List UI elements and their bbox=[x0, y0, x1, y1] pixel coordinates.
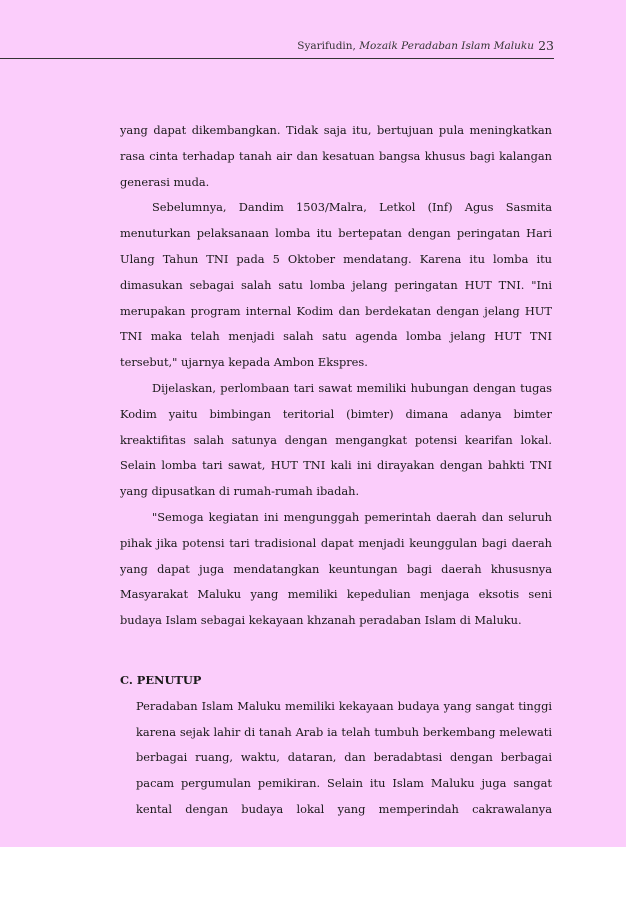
body-text bbox=[120, 118, 552, 634]
paragraph-4: "Semoga kegiatan ini mengunggah pemerintah daerah dan seluruh pihak jika potensi tari tradisional dapat menjadi keunggulan bagi daerah yang dapat juga mendatangkan keuntungan bagi daerah khususnya Masyarakat Maluku yang memiliki kepedulian menjaga eksotis seni budaya Islam sebagai kekayaan khzanah peradaban Islam di Maluku. bbox=[120, 509, 552, 628]
header-author: Syarifudin, bbox=[297, 40, 356, 52]
section-heading: C. PENUTUP bbox=[120, 673, 202, 687]
closing-section bbox=[120, 668, 552, 823]
header-book-title: Mozaik Peradaban Islam Maluku bbox=[359, 40, 534, 52]
paragraph-2: Sebelumnya, Dandim 1503/Malra, Letkol (Inf) Agus Sasmita menuturkan pelaksanaan lomba itu bertepatan dengan peringatan Hari Ulang Tahun TNI pada 5 Oktober mendatang. Karena itu lomba itu dimasukan sebagai salah satu lomba jelang peringatan HUT TNI. "Ini merupakan program internal Kodim dan berdekatan dengan jelang HUT TNI maka telah menjadi salah satu agenda lomba jelang HUT TNI tersebut," ujarnya kepada Ambon Ekspres. bbox=[120, 200, 552, 370]
page-number: 23 bbox=[538, 38, 554, 53]
header-citation bbox=[297, 40, 534, 52]
header-divider bbox=[0, 58, 554, 59]
paragraph-1: yang dapat dikembangkan. Tidak saja itu, bertujuan pula meningkatkan rasa cinta terhadap tanah air dan kesatuan bangsa khusus bagi kalangan generasi muda. bbox=[120, 123, 552, 189]
section-paragraph: Peradaban Islam Maluku memiliki kekayaan budaya yang sangat tinggi karena sejak lahir di tanah Arab ia telah tumbuh berkembang melewati berbagai ruang, waktu, dataran, dan beradabtasi dengan berbagai pacam pergumulan pemikiran. Selain itu Islam Maluku juga sangat kental dengan budaya lokal yang memperindah cakrawalanya bbox=[136, 698, 552, 816]
running-header bbox=[0, 40, 626, 58]
paragraph-3: Dijelaskan, perlombaan tari sawat memiliki hubungan dengan tugas Kodim yaitu bimbingan teritorial (bimter) dimana adanya bimter kreaktifitas salah satunya dengan mengangkat potensi kearifan lokal. Selain lomba tari sawat, HUT TNI kali ini dirayakan dengan bahkti TNI yang dipusatkan di rumah-rumah ibadah. bbox=[120, 380, 552, 499]
